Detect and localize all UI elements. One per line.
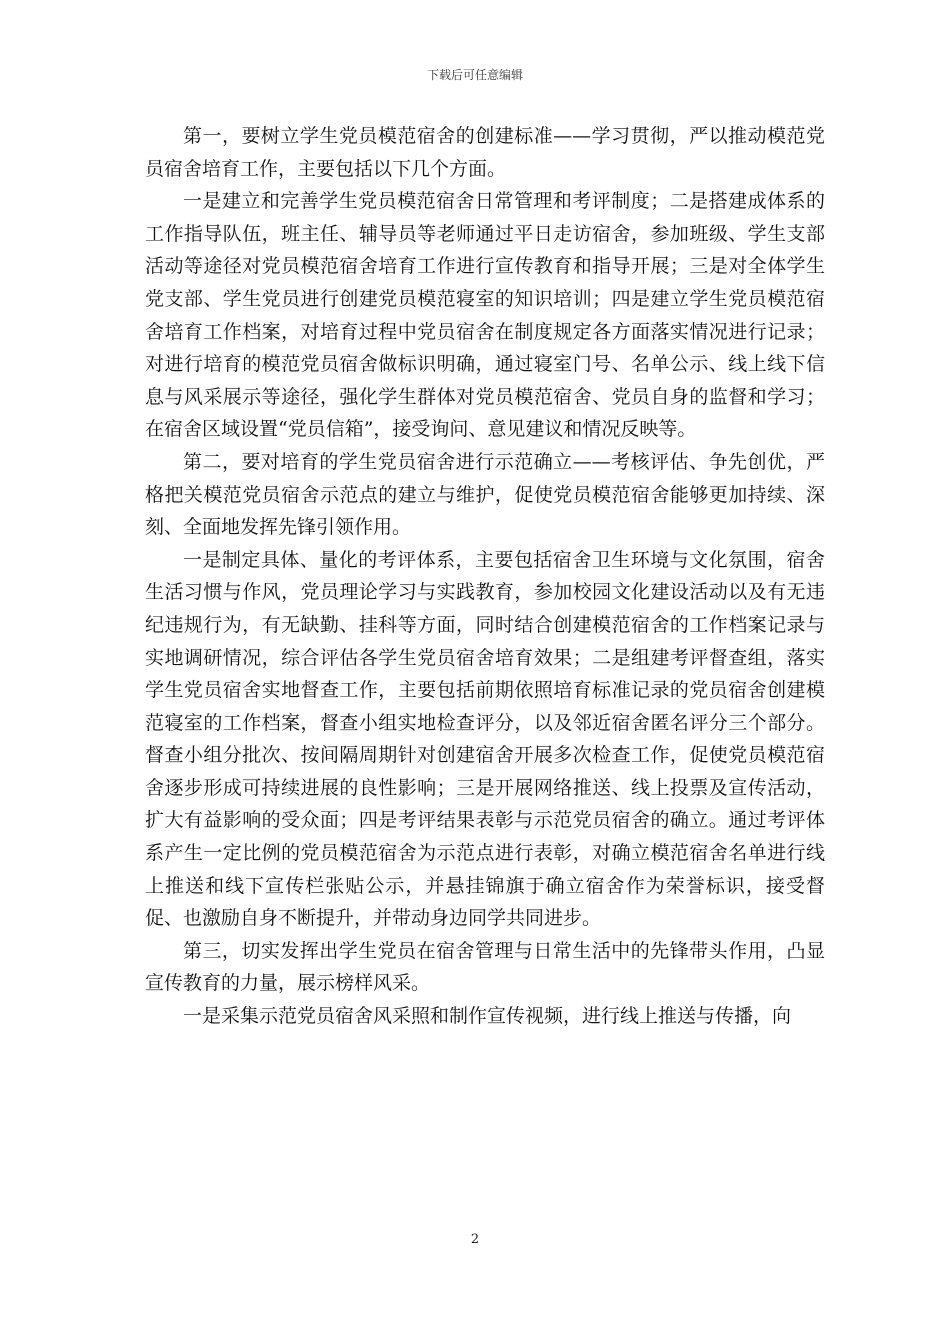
- paragraph-5: 第三，切实发挥出学生党员在宿舍管理与日常生活中的先锋带头作用，凸显宣传教育的力量，展示榜样风采。: [145, 939, 825, 995]
- document-body: [145, 120, 825, 1033]
- paragraph-6: 一是采集示范党员宿舍风采照和制作宣传视频，进行线上推送与传播，向: [183, 1005, 792, 1028]
- paragraph-4: 一是制定具体、量化的考评体系，主要包括宿舍卫生环境与文化氛围，宿舍生活习惯与作风，党员理论学习与实践教育，参加校园文化建设活动以及有无违纪违规行为，有无缺勤、挂科等方面，同时结合创建模范宿舍的工作档案记录与实地调研情况，综合评估各学生党员宿舍培育效果；二是组建考评督查组，落实学生党员宿舍实地督查工作，主要包括前期依照培育标准记录的党员宿舍创建模范寝室的工作档案，督查小组实地检查评分，以及邻近宿舍匿名评分三个部分。督查小组分批次、按间隔周期针对创建宿舍开展多次检查工作，促使党员模范宿舍逐步形成可持续进展的良性影响；三是开展网络推送、线上投票及宣传活动，扩大有益影响的受众面；四是考评结果表彰与示范党员宿舍的确立。通过考评体系产生一定比例的党员模范宿舍为示范点进行表彰，对确立模范宿舍名单进行线上推送和线下宣传栏张贴公示，并悬挂锦旗于确立宿舍作为荣誉标识，接受督促、也激励自身不断提升，并带动身边同学共同进步。: [145, 548, 825, 930]
- paragraph-3: 第二，要对培育的学生党员宿舍进行示范确立——考核评估、争先创优，严格把关模范党员宿舍示范点的建立与维护，促使党员模范宿舍能够更加持续、深刻、全面地发挥先锋引领作用。: [145, 450, 825, 539]
- page-header: 下载后可任意编辑: [426, 68, 523, 82]
- paragraph-2: 一是建立和完善学生党员模范宿舍日常管理和考评制度；二是搭建成体系的工作指导队伍，班主任、辅导员等老师通过平日走访宿舍，参加班级、学生支部活动等途径对党员模范宿舍培育工作进行宣传教育和指导开展；三是对全体学生党支部、学生党员进行创建党员模范寝室的知识培训；四是建立学生党员模范宿舍培育工作档案，对培育过程中党员宿舍在制度规定各方面落实情况进行记录；对进行培育的模范党员宿舍做标识明确，通过寝室门号、名单公示、线上线下信息与风采展示等途径，强化学生群体对党员模范宿舍、党员自身的监督和学习；在宿舍区域设置“党员信箱”，接受询问、意见建议和情况反映等。: [145, 190, 825, 441]
- paragraph-1: 第一，要树立学生党员模范宿舍的创建标准——学习贯彻，严以推动模范党员宿舍培育工作，主要包括以下几个方面。: [145, 125, 825, 180]
- page-number: 2: [470, 1232, 480, 1247]
